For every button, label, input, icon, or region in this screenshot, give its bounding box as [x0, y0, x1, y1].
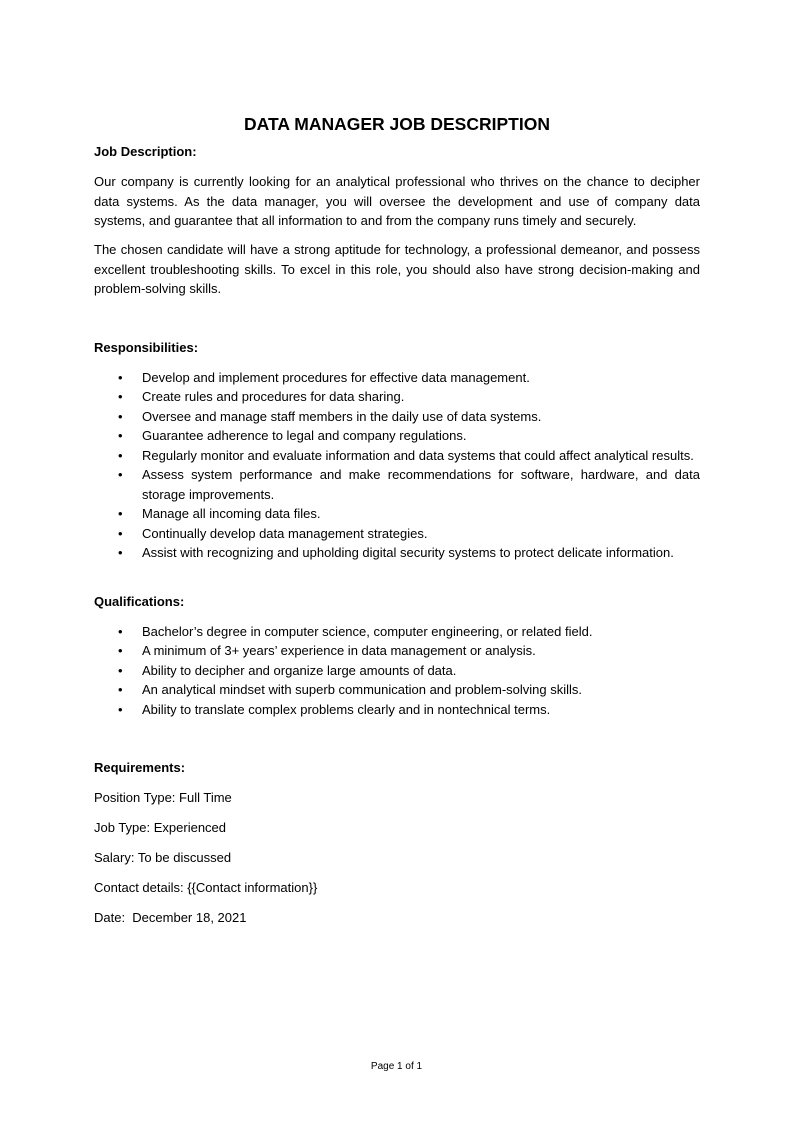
bullet-icon: •: [118, 467, 123, 482]
list-item: [94, 407, 700, 427]
bullet-icon: •: [118, 682, 123, 697]
bullet-icon: •: [118, 447, 123, 463]
bullet-icon: •: [118, 525, 123, 541]
salary-line: Salary: To be discussed: [94, 850, 232, 865]
bullet-icon: •: [118, 369, 123, 385]
list-item-text: Guarantee adherence to legal and company regulations.: [142, 428, 467, 443]
bullet-icon: •: [118, 643, 123, 658]
list-item: [94, 426, 700, 446]
list-item-text: Develop and implement procedures for effective data management.: [142, 369, 530, 385]
list-item: [94, 368, 700, 388]
date-line: Date: December 18, 2021: [94, 910, 247, 925]
responsibilities-heading: Responsibilities:: [94, 339, 199, 355]
contact-details-line: Contact details: {{Contact information}}: [94, 880, 318, 895]
list-item-text: A minimum of 3+ years’ experience in data management or analysis.: [142, 643, 536, 658]
requirements-heading: Requirements:: [94, 760, 186, 775]
page-number: Page 1 of 1: [370, 1061, 423, 1072]
list-item: [94, 524, 700, 544]
bullet-icon: •: [118, 545, 123, 560]
list-item: [94, 700, 700, 720]
document-body: [94, 112, 700, 928]
list-item-text: Assess system performance and make recommendations for software, hardware, and data storage improvements.: [142, 467, 700, 502]
list-item-text: Create rules and procedures for data sharing.: [142, 389, 405, 404]
qualifications-section: [94, 592, 700, 720]
job-type-line: Job Type: Experienced: [94, 820, 227, 835]
job-description-paragraph-1: Our company is currently looking for an analytical professional who thrives on the chance to decipher data systems. As the data manager, you will oversee the development and use of company data systems, and guarantee that all information to and from the company runs timely and securely.: [94, 174, 700, 228]
list-item-text: Bachelor’s degree in computer science, computer engineering, or related field.: [142, 623, 593, 639]
bullet-icon: •: [118, 408, 123, 424]
list-item: [94, 465, 700, 504]
list-item-text: Assist with recognizing and upholding digital security systems to protect delicate information.: [142, 545, 674, 560]
list-item: [94, 680, 700, 700]
bullet-icon: •: [118, 428, 123, 443]
job-description-section: [94, 142, 700, 299]
requirements-section: [94, 758, 700, 928]
bullet-icon: •: [118, 701, 123, 717]
responsibilities-list: [94, 368, 700, 563]
document-title: DATA MANAGER JOB DESCRIPTION: [244, 114, 550, 134]
list-item-text: Ability to decipher and organize large amounts of data.: [142, 662, 457, 678]
qualifications-heading: Qualifications:: [94, 593, 185, 609]
list-item: [94, 641, 700, 661]
list-item-text: Oversee and manage staff members in the daily use of data systems.: [142, 408, 542, 424]
list-item: [94, 446, 700, 466]
job-description-heading: Job Description:: [94, 144, 197, 159]
position-type-line: Position Type: Full Time: [94, 790, 232, 805]
job-description-paragraph-2: The chosen candidate will have a strong aptitude for technology, a professional demeanor, and possess excellent troubleshooting skills. To excel in this role, you should also have strong decision-making and problem-solving skills.: [94, 242, 700, 296]
responsibilities-section: [94, 338, 700, 563]
list-item: [94, 504, 700, 524]
list-item-text: An analytical mindset with superb communication and problem-solving skills.: [142, 682, 583, 697]
list-item: [94, 622, 700, 642]
bullet-icon: •: [118, 506, 123, 521]
qualifications-list: [94, 622, 700, 720]
list-item-text: Ability to translate complex problems clearly and in nontechnical terms.: [142, 701, 551, 717]
list-item-text: Continually develop data management strategies.: [142, 525, 428, 541]
bullet-icon: •: [118, 662, 123, 678]
bullet-icon: •: [118, 389, 123, 404]
list-item: [94, 387, 700, 407]
list-item: [94, 661, 700, 681]
bullet-icon: •: [118, 623, 123, 639]
list-item-text: Regularly monitor and evaluate information and data systems that could affect analytical results.: [142, 447, 694, 463]
list-item-text: Manage all incoming data files.: [142, 506, 321, 521]
list-item: [94, 543, 700, 563]
